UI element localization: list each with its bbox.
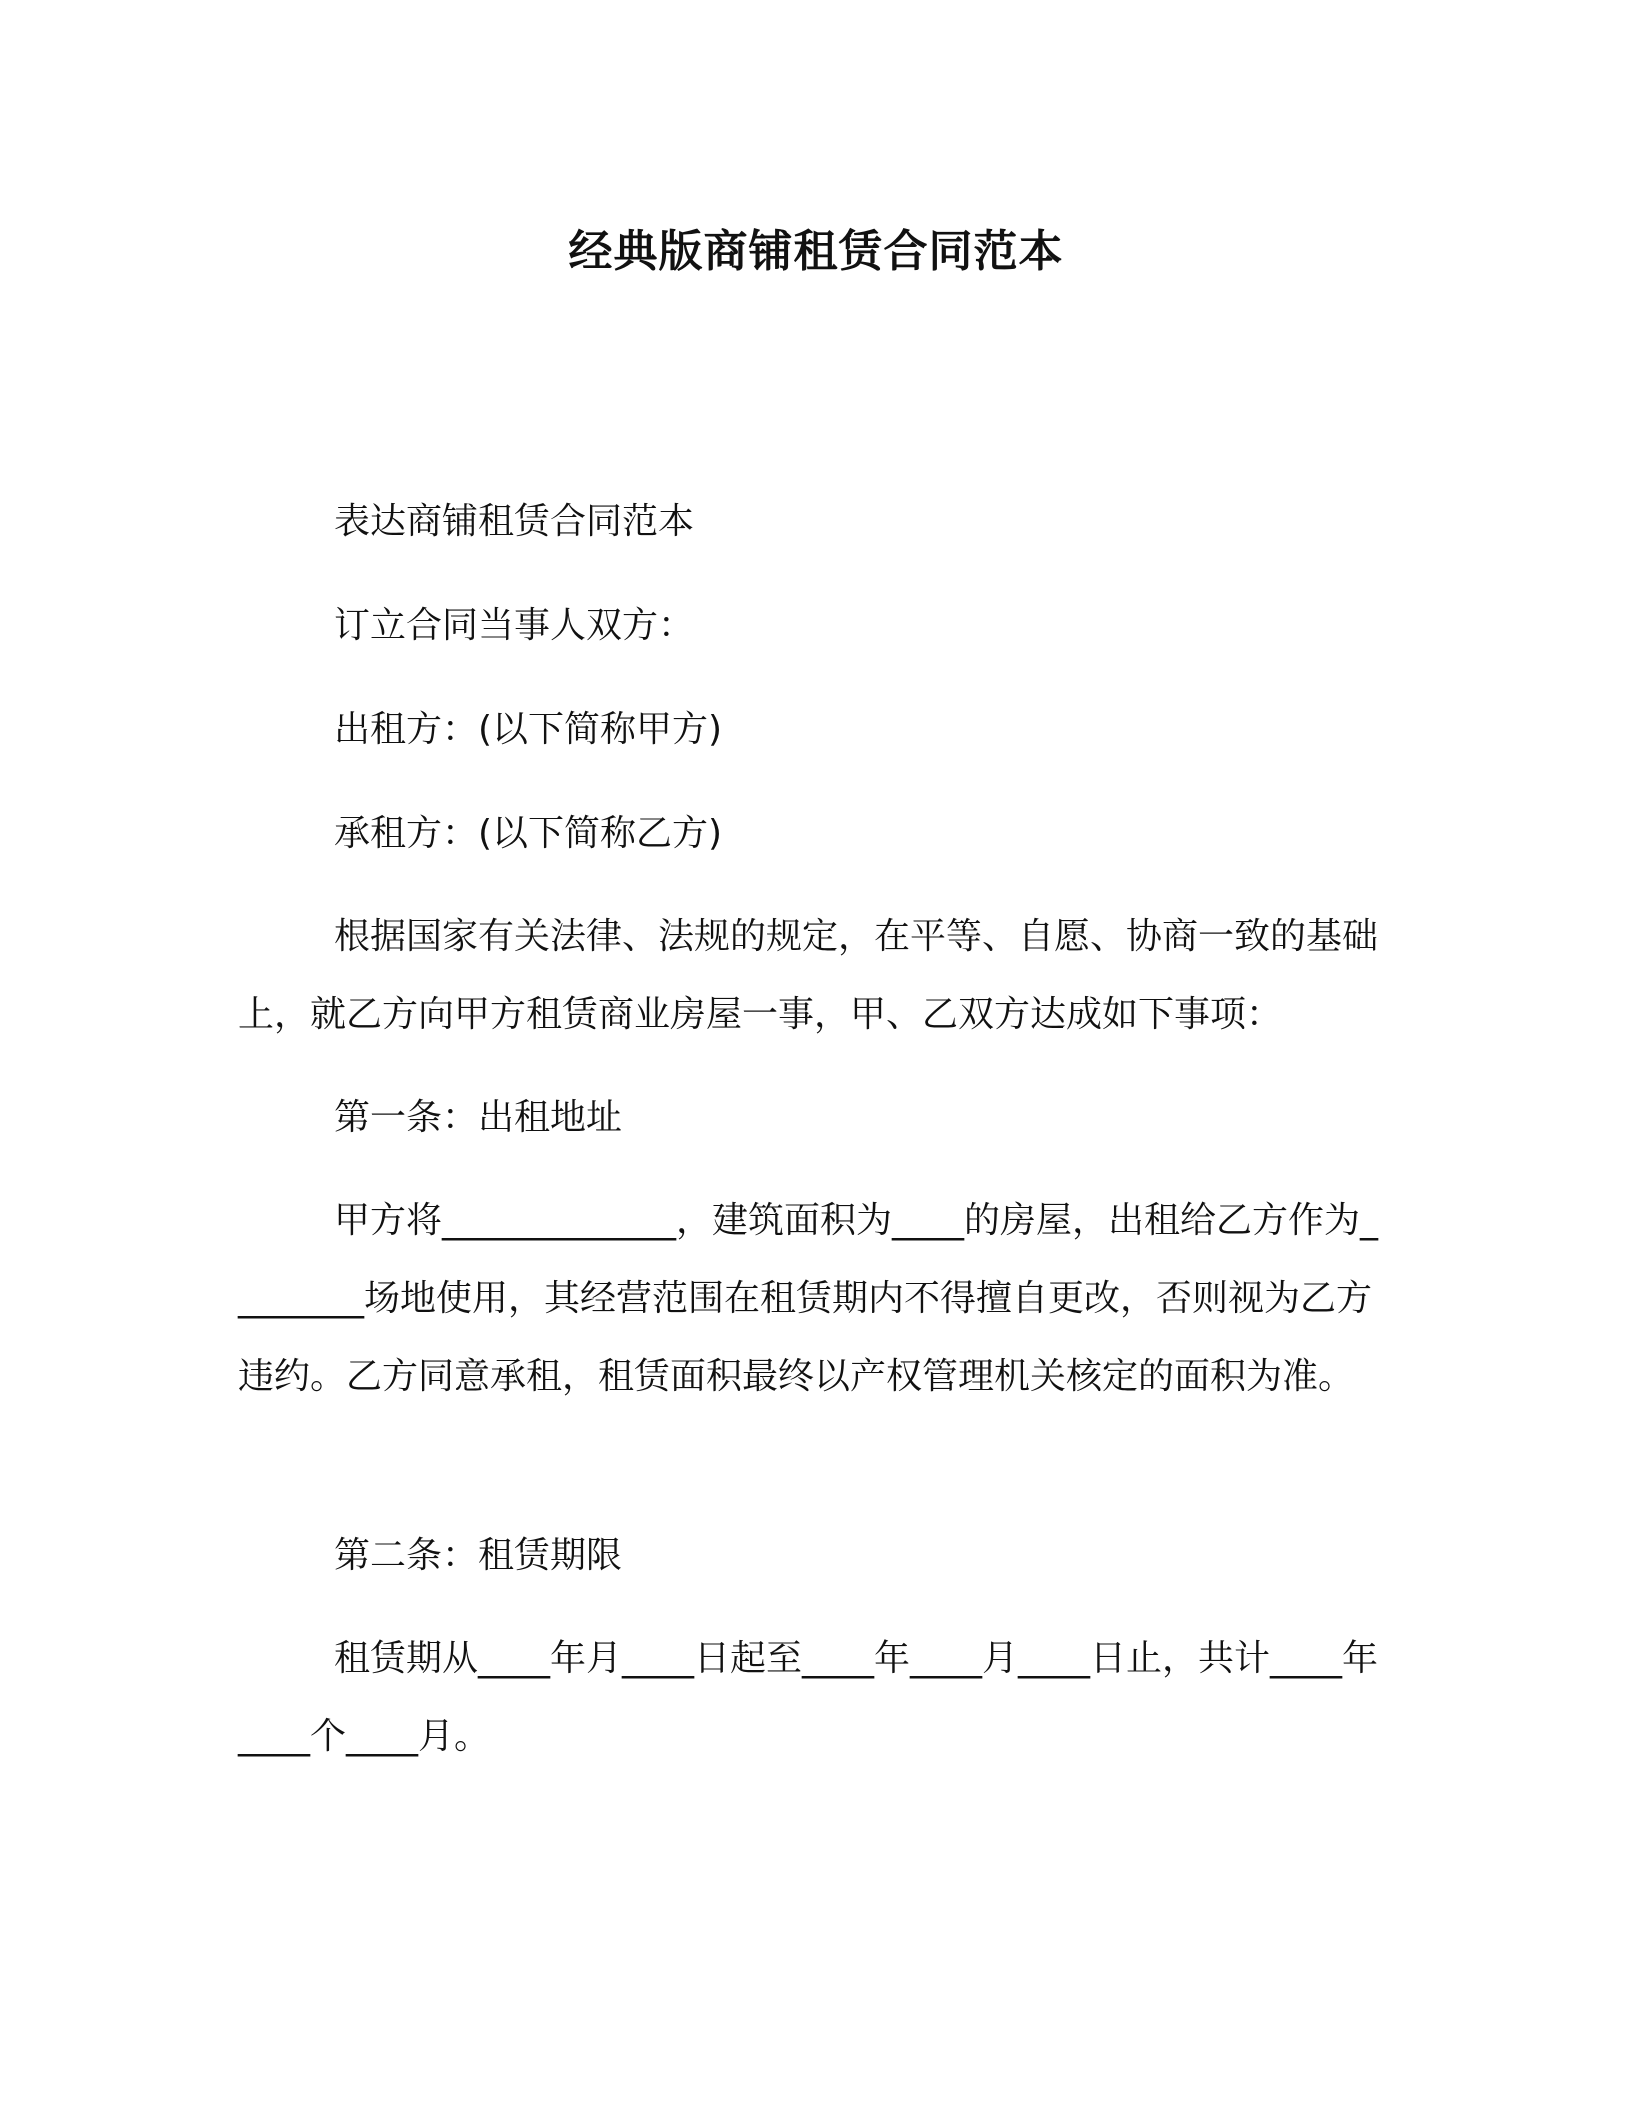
lessor-line: 出租方：(以下简称甲方): [334, 709, 723, 750]
document-title: 经典版商铺租赁合同范本: [568, 226, 1064, 277]
article-2-heading: 第二条：租赁期限: [334, 1535, 623, 1576]
document-subtitle: 表达商铺租赁合同范本: [334, 501, 695, 542]
article-2-body: 租赁期从____年月____日起至____年____月____日止，共计____年____个____月。: [238, 1638, 1379, 1757]
article-1-body: 甲方将_____________，建筑面积为____的房屋，出租给乙方作为________场地使用，其经营范围在租赁期内不得擅自更改，否则视为乙方违约。乙方同意承租，租赁面积最终以产权管理机关核定的面积为准。: [238, 1200, 1379, 1397]
parties-intro: 订立合同当事人双方：: [334, 605, 695, 646]
lessee-line: 承租方：(以下简称乙方): [334, 813, 723, 854]
preamble-paragraph: 根据国家有关法律、法规的规定，在平等、自愿、协商一致的基础上，就乙方向甲方租赁商业房屋一事，甲、乙双方达成如下事项：: [238, 916, 1379, 1035]
article-1-heading: 第一条：出租地址: [334, 1097, 623, 1138]
